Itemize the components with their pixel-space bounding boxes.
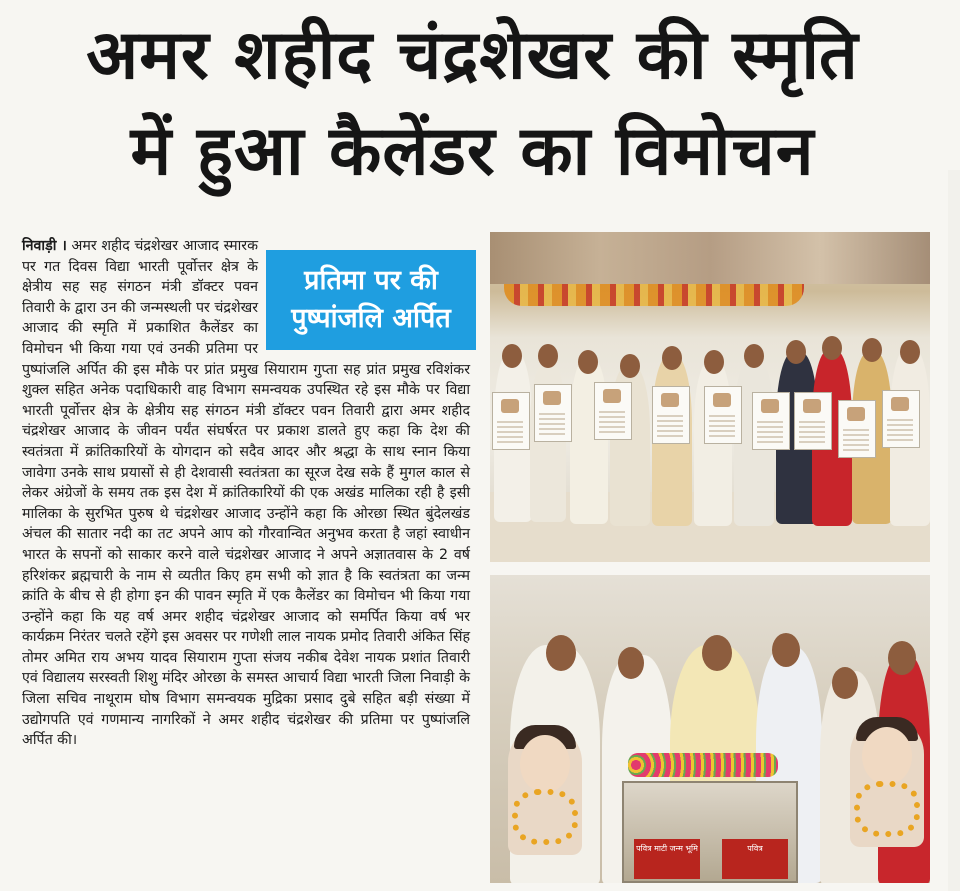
calendar-poster [492, 392, 530, 450]
calendar-poster [652, 386, 690, 444]
calendar-poster [594, 382, 632, 440]
flower-offerings [628, 753, 778, 777]
head [888, 641, 916, 675]
headline-line-2: में हुआ कैलेंडर का विमोचन [130, 112, 815, 191]
calendar-poster [882, 390, 920, 448]
pull-quote-line-1: प्रतिमा पर की [304, 265, 438, 296]
calendar-poster [794, 392, 832, 450]
photo-banner [490, 232, 930, 284]
head [662, 346, 682, 370]
headline-line-1: अमर शहीद चंद्रशेखर की स्मृति [86, 16, 859, 95]
head [772, 633, 800, 667]
photo-garland [504, 284, 804, 306]
soil-sign-left: पवित्र माटी जन्म भूमि [634, 839, 700, 879]
azad-statue-right [850, 717, 924, 847]
adjacent-column-edge [948, 170, 960, 891]
dateline: निवाड़ी । [22, 238, 67, 254]
head [744, 344, 764, 368]
article-lead: अमर शहीद चंद्रशेखर आजाद स्मारक पर गत दिवस विद्या भारती पूर्वोत्तर क्षेत्र के क्षेत्रीय सह सह संगठन मंत्री डॉक्टर पवन तिवारी के द्वारा उन की जन्मस्थली पर चंद्रशेखर आजाद की स्मृति में प्रकाशित कैलेंडर का विमोचन भी किया गया एवं उनकी प्रतिमा पर पुष्पांजलि अर्पित की इस मौके पर प्रांत प्रमुख सियाराम गुप्ता सह प्रांत प्रमुख रविशंकर शुक्ल सहित अनेक पदाधिकारी वाह विभाग समन्वयक उपस्थित रहे इस मौके पर विद्या भारती पूर्वोत्तर क्षेत्र के क्षेत्रीय सह संगठन मंत्री डॉक्टर पवन तिवारी द्वारा अमर शहीद चंद्रशेखर आजाद के जीवन पर्यंत संघर्षरत पर प्रकाश डालते हुए कहा कि देश की स्वतंत्रता में क्रांतिकारियों के योगदान को सदैव आदर और श्रद्धा के साथ स्नान किया जावेगा उनके साथ प्रयासों से ही देशवासी स्वतंत्रता का सूरज देख सके हैं मुगल काल से लेकर अंग्रेजों के समय तक इस देश में क्रांतिकारियों की एक अखंड मालिका रही है इसी मालिका के सुरभित पुरुष थे चंद्रशेखर आजाद उन्होंने कहा कि ओरछा स्थित बुंदेलखंड अंचल की सातार नदी का तट अपने आप को गौरवान्वित अनुभव करता है जहां स्वाधीन भारत के सपनों को साकार करने वाले चंद्रशेखर आजाद ने अपने अज्ञातवास के 2 वर्ष हरिशंकर ब्रह्मचारी के नाम से व्यतीत किए हम सभी को ज्ञात है कि स्वतंत्रता का जन्म क्रांति के बीच से ही होगा इन की पावन स्मृति में एक कैलेंडर का विमोचन भी किया गया उन्होंने कहा कि यह वर्ष अमर शहीद चंद्रशेखर आजाद को समर्पित किया वर्ष भर कार्यक्रम निरंतर चलते रहेंगे इस अवसर पर गणेशी लाल नायक प्रमोद तिवारी अंकित सिंह तोमर अमित राय अभय यादव सियाराम गुप्ता संजय नकीब देवेश नायक प्रशांत तिवारी एवं विद्यालय सरस्वती शिशु मंदिर ओरछा के समस्त आचार्य विद्या भारती जिला निवाड़ी के जिला सचिव नाथूराम घोष विभाग समन्वयक मुद्रिका प्रसाद दुबे सहित बड़ी संख्या में उद्योगपति एवं गणमान्य नागरिकों ने अमर शहीद चंद्रशेखर की प्रतिमा पर पुष्पांजलि अर्पित की। [22, 238, 470, 749]
pull-quote-line-2: पुष्पांजलि अर्पित [291, 303, 451, 334]
head [822, 336, 842, 360]
azad-statue-left [508, 725, 582, 855]
headline [0, 0, 945, 200]
photo-calendar-release [490, 232, 930, 562]
photo-statue-tribute [490, 575, 930, 883]
calendar-poster [838, 400, 876, 458]
head [786, 340, 806, 364]
head [620, 354, 640, 378]
calendar-poster [704, 386, 742, 444]
head [502, 344, 522, 368]
calendar-poster [534, 384, 572, 442]
head [546, 635, 576, 671]
calendar-poster [752, 392, 790, 450]
head [702, 635, 732, 671]
head [704, 350, 724, 374]
article-body [22, 236, 470, 751]
head [578, 350, 598, 374]
soil-sign-right: पवित्र [722, 839, 788, 879]
head [538, 344, 558, 368]
head [618, 647, 644, 679]
head [832, 667, 858, 699]
head [900, 340, 920, 364]
head [862, 338, 882, 362]
pull-quote-box [266, 250, 476, 350]
